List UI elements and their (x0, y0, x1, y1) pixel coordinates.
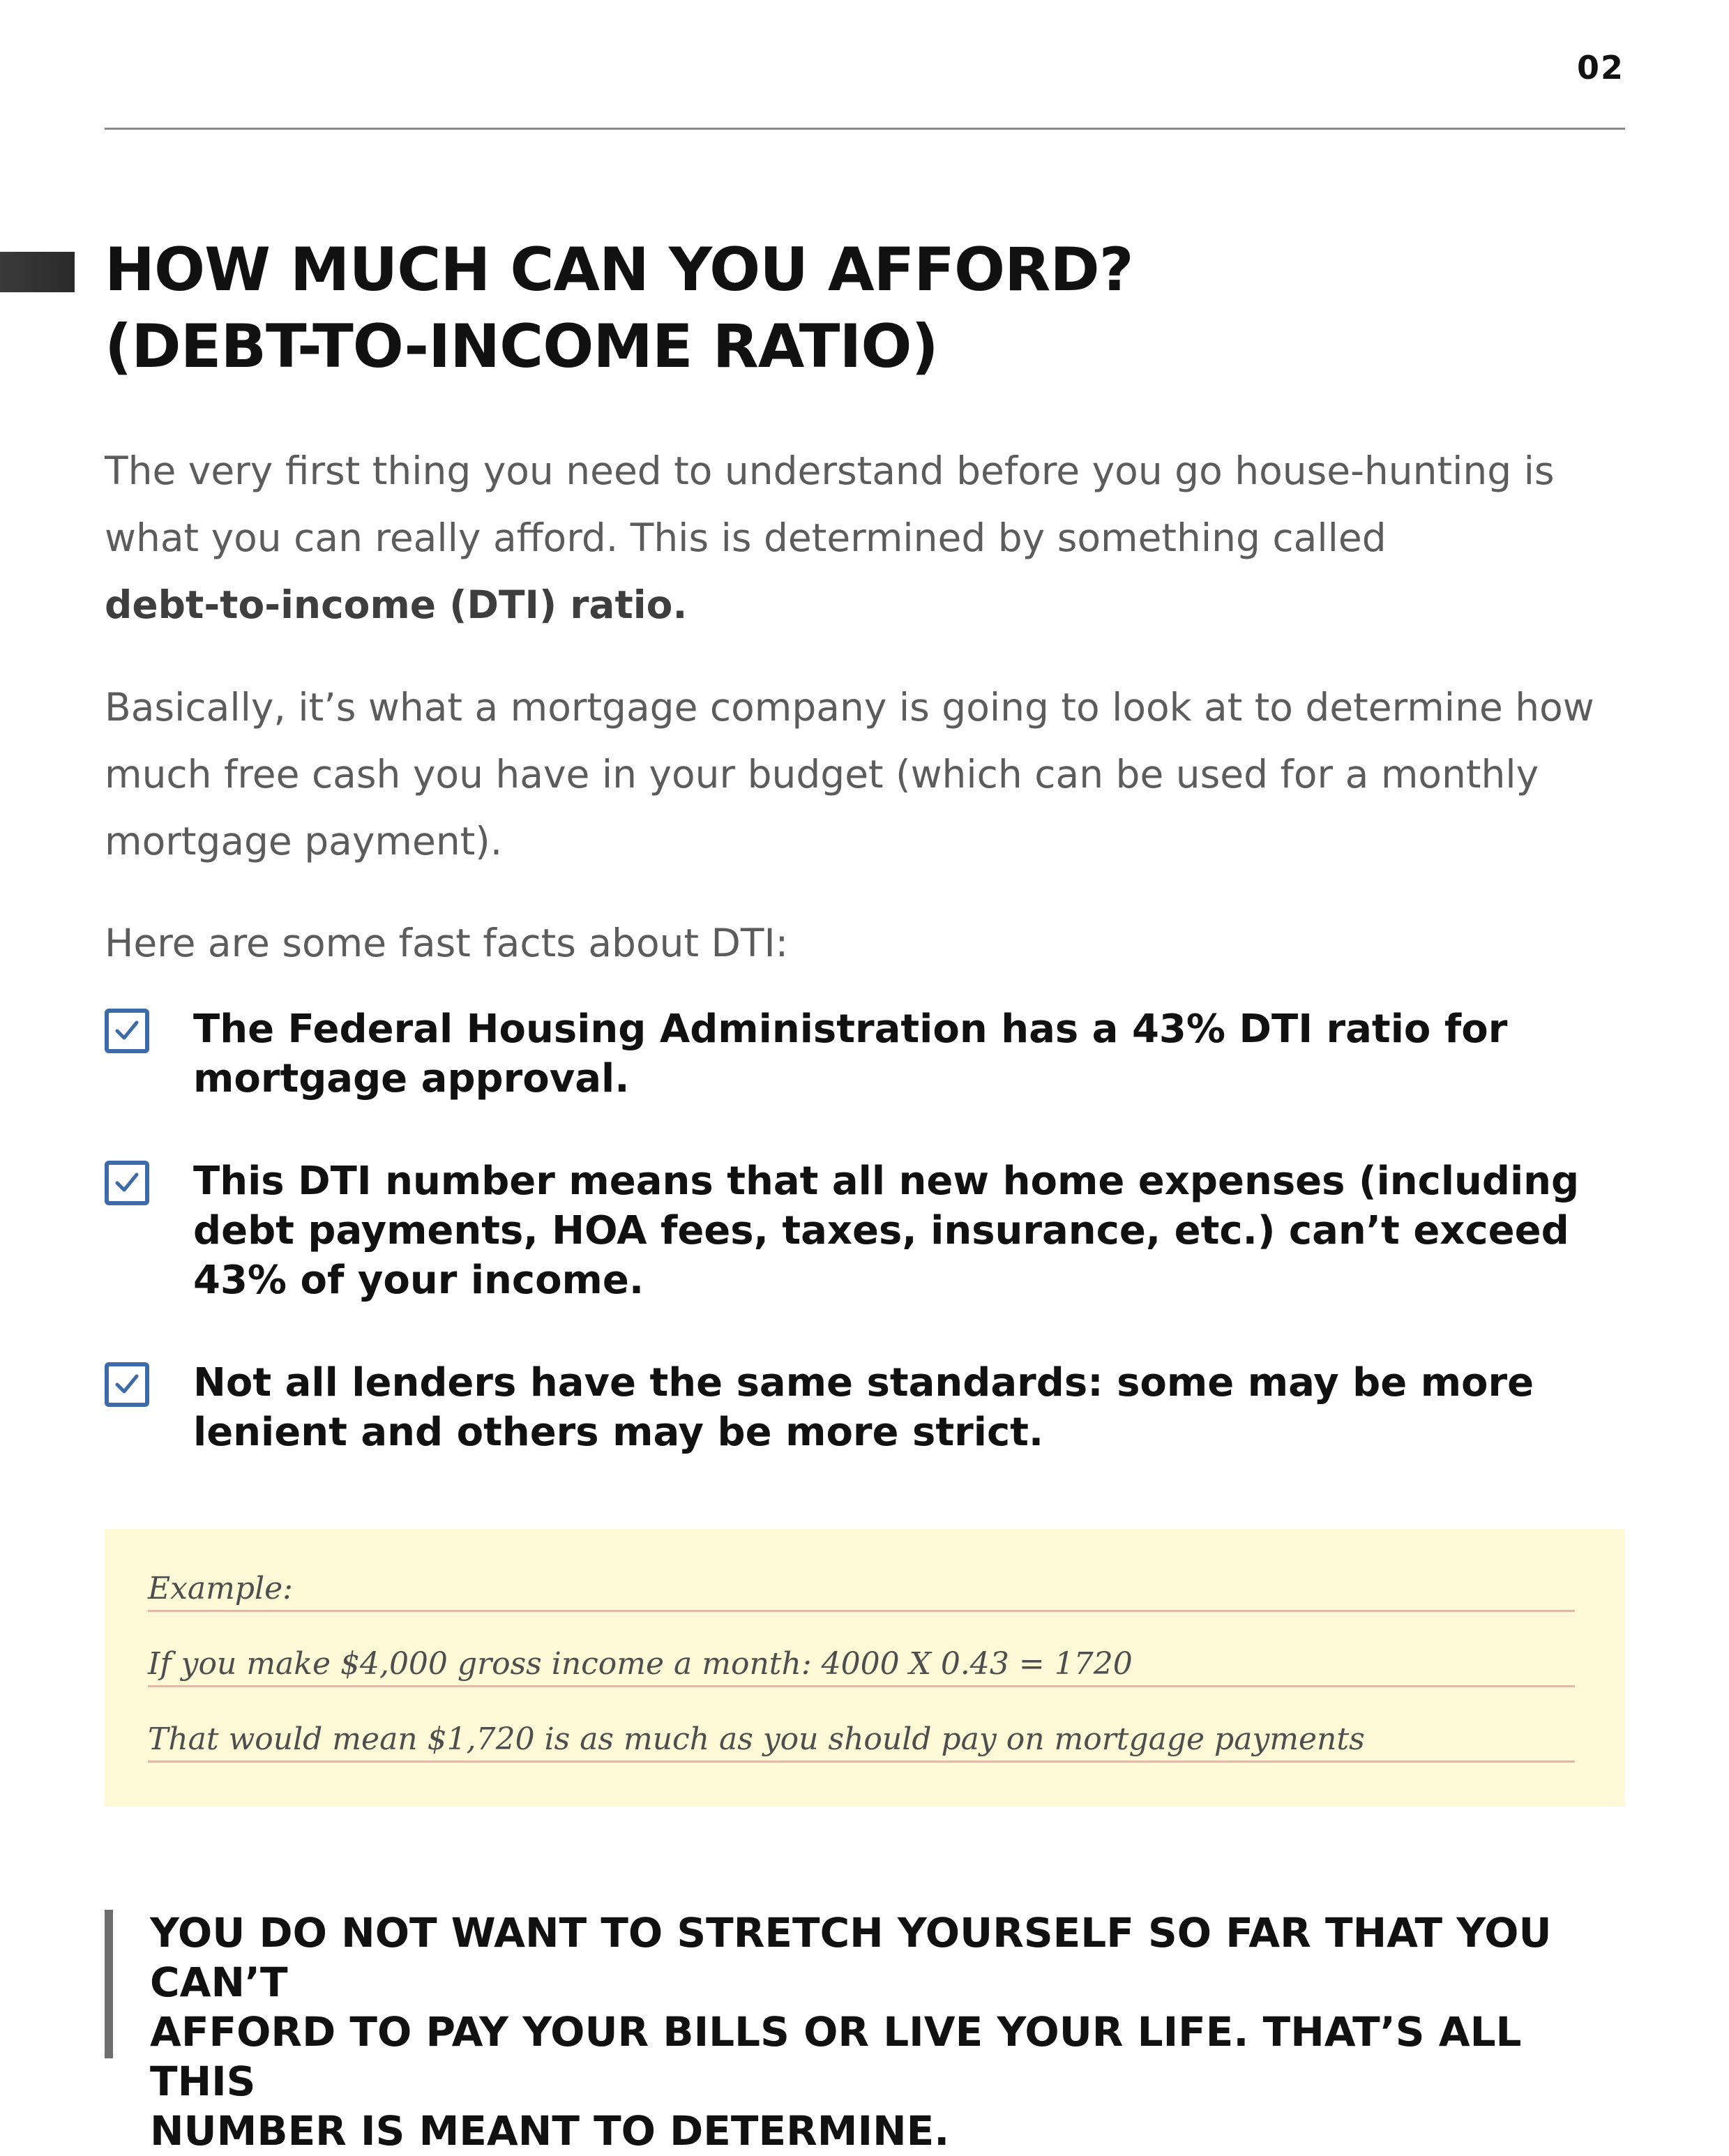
explanation-paragraph: Basically, it’s what a mortgage company is going to look at to determine how much free cash you have in your budget (which can be used for a monthly mortgage payment). (105, 685, 1594, 864)
checkmark-icon (113, 1017, 141, 1045)
checkmark-icon (113, 1371, 141, 1399)
checklist-item-text: This DTI number means that all new home expenses (including debt payments, HOA fees, taxes, insurance, etc.) can’t exceed 43% of your income. (193, 1159, 1580, 1303)
checklist-item-text: Not all lenders have the same standards: some may be more lenient and others may be more strict. (193, 1360, 1534, 1455)
callout-line-1: YOU DO NOT WANT TO STRETCH YOURSELF SO FAR THAT YOU CAN’T (150, 1909, 1552, 2006)
header-divider (105, 128, 1625, 130)
callout-quote (150, 1908, 1629, 2156)
checkbox-checked-icon (105, 1009, 149, 1053)
intro-paragraph-text: The very first thing you need to understand before you go house-hunting is what you can really afford. This is determined by something called (105, 448, 1555, 560)
example-conclusion: That would mean $1,720 is as much as you should pay on mortgage payments (148, 1719, 1575, 1763)
dti-term: debt-to-income (DTI) ratio. (105, 582, 688, 627)
checkbox-checked-icon (105, 1362, 149, 1407)
callout-line-3: NUMBER IS MEANT TO DETERMINE. (150, 2107, 950, 2155)
checkbox-checked-icon (105, 1161, 149, 1205)
example-note-box (105, 1529, 1625, 1807)
page-title-line-2: (DEBT-TO-INCOME RATIO) (105, 312, 938, 382)
page-title-line-1: HOW MUCH CAN YOU AFFORD? (105, 235, 1133, 305)
callout-accent-bar (105, 1910, 113, 2058)
checklist-item-text: The Federal Housing Administration has a 43% DTI ratio for mortgage approval. (193, 1007, 1508, 1101)
page-title (105, 232, 1569, 385)
intro-paragraph (105, 437, 1625, 638)
facts-intro: Here are some fast facts about DTI: (105, 921, 789, 965)
page-number: 02 (1576, 49, 1624, 86)
callout-line-2: AFFORD TO PAY YOUR BILLS OR LIVE YOUR LIFE. THAT’S ALL THIS (150, 2008, 1522, 2105)
checkmark-icon (113, 1169, 141, 1197)
example-label: Example: (148, 1568, 1575, 1612)
heading-marker (0, 252, 75, 292)
example-calculation: If you make $4,000 gross income a month: 4000 X 0.43 = 1720 (148, 1643, 1575, 1687)
